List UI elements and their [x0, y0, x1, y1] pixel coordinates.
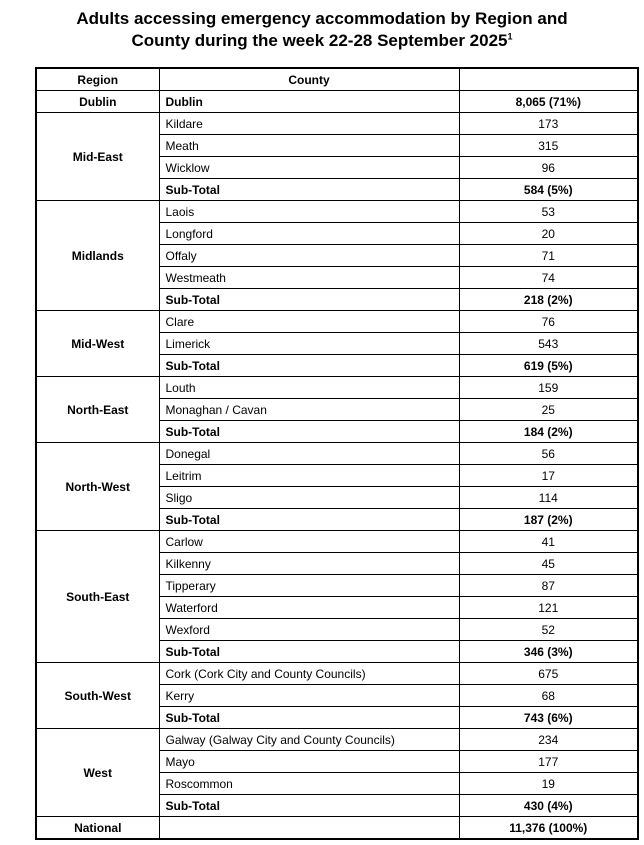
value-cell: 8,065 (71%): [459, 91, 638, 113]
subtotal-label-cell: Sub-Total: [159, 707, 459, 729]
subtotal-value-cell: 187 (2%): [459, 509, 638, 531]
county-cell: Longford: [159, 223, 459, 245]
subtotal-label-cell: Sub-Total: [159, 509, 459, 531]
value-cell: 52: [459, 619, 638, 641]
subtotal-label-cell: Sub-Total: [159, 795, 459, 817]
header-row: [36, 68, 638, 91]
table-row: [36, 729, 638, 751]
table-row: [36, 817, 638, 840]
county-cell: Cork (Cork City and County Councils): [159, 663, 459, 685]
county-cell: Laois: [159, 201, 459, 223]
value-cell: 71: [459, 245, 638, 267]
region-cell: Dublin: [36, 91, 159, 113]
title-footnote-marker: 1: [507, 31, 513, 42]
county-cell: Carlow: [159, 531, 459, 553]
county-cell: Offaly: [159, 245, 459, 267]
subtotal-value-cell: 218 (2%): [459, 289, 638, 311]
county-cell: Dublin: [159, 91, 459, 113]
county-cell: Leitrim: [159, 465, 459, 487]
subtotal-value-cell: 346 (3%): [459, 641, 638, 663]
county-cell: Louth: [159, 377, 459, 399]
county-cell: Galway (Galway City and County Councils): [159, 729, 459, 751]
table-row: [36, 531, 638, 553]
subtotal-value-cell: 743 (6%): [459, 707, 638, 729]
table-row: [36, 311, 638, 333]
county-cell: Kildare: [159, 113, 459, 135]
value-cell: 41: [459, 531, 638, 553]
title-line-2-text: County during the week 22-28 September 2025: [131, 31, 508, 50]
region-cell: Mid-East: [36, 113, 159, 201]
value-cell: 45: [459, 553, 638, 575]
region-cell: South-East: [36, 531, 159, 663]
table-row: [36, 201, 638, 223]
value-cell: 315: [459, 135, 638, 157]
county-cell: Donegal: [159, 443, 459, 465]
value-cell: 74: [459, 267, 638, 289]
county-cell: [159, 817, 459, 840]
county-cell: Meath: [159, 135, 459, 157]
page-title: [0, 6, 644, 52]
column-header-value: [459, 68, 638, 91]
value-cell: 177: [459, 751, 638, 773]
value-cell: 56: [459, 443, 638, 465]
region-cell: South-West: [36, 663, 159, 729]
value-cell: 11,376 (100%): [459, 817, 638, 840]
subtotal-label-cell: Sub-Total: [159, 179, 459, 201]
subtotal-label-cell: Sub-Total: [159, 421, 459, 443]
value-cell: 173: [459, 113, 638, 135]
value-cell: 121: [459, 597, 638, 619]
county-cell: Limerick: [159, 333, 459, 355]
region-cell: National: [36, 817, 159, 840]
value-cell: 53: [459, 201, 638, 223]
value-cell: 543: [459, 333, 638, 355]
subtotal-value-cell: 619 (5%): [459, 355, 638, 377]
county-cell: Tipperary: [159, 575, 459, 597]
table-row: [36, 91, 638, 113]
value-cell: 234: [459, 729, 638, 751]
value-cell: 159: [459, 377, 638, 399]
table-body: [36, 91, 638, 840]
region-cell: North-West: [36, 443, 159, 531]
region-cell: Mid-West: [36, 311, 159, 377]
title-line-1: Adults accessing emergency accommodation by Region and: [76, 9, 568, 28]
value-cell: 76: [459, 311, 638, 333]
county-cell: Waterford: [159, 597, 459, 619]
table-row: [36, 443, 638, 465]
region-cell: Midlands: [36, 201, 159, 311]
value-cell: 96: [459, 157, 638, 179]
county-cell: Clare: [159, 311, 459, 333]
county-cell: Kilkenny: [159, 553, 459, 575]
subtotal-label-cell: Sub-Total: [159, 355, 459, 377]
subtotal-value-cell: 430 (4%): [459, 795, 638, 817]
county-cell: Monaghan / Cavan: [159, 399, 459, 421]
value-cell: 68: [459, 685, 638, 707]
title-line-2: [0, 30, 644, 52]
value-cell: 20: [459, 223, 638, 245]
county-cell: Sligo: [159, 487, 459, 509]
table-row: [36, 377, 638, 399]
county-cell: Kerry: [159, 685, 459, 707]
table-row: [36, 663, 638, 685]
value-cell: 25: [459, 399, 638, 421]
value-cell: 87: [459, 575, 638, 597]
region-cell: West: [36, 729, 159, 817]
table-row: [36, 113, 638, 135]
value-cell: 17: [459, 465, 638, 487]
column-header-region: Region: [36, 68, 159, 91]
column-header-county: County: [159, 68, 459, 91]
subtotal-value-cell: 584 (5%): [459, 179, 638, 201]
county-cell: Wexford: [159, 619, 459, 641]
county-cell: Roscommon: [159, 773, 459, 795]
subtotal-label-cell: Sub-Total: [159, 641, 459, 663]
subtotal-label-cell: Sub-Total: [159, 289, 459, 311]
value-cell: 675: [459, 663, 638, 685]
county-cell: Westmeath: [159, 267, 459, 289]
value-cell: 19: [459, 773, 638, 795]
region-county-table: [35, 67, 639, 840]
subtotal-value-cell: 184 (2%): [459, 421, 638, 443]
region-cell: North-East: [36, 377, 159, 443]
county-cell: Mayo: [159, 751, 459, 773]
county-cell: Wicklow: [159, 157, 459, 179]
value-cell: 114: [459, 487, 638, 509]
